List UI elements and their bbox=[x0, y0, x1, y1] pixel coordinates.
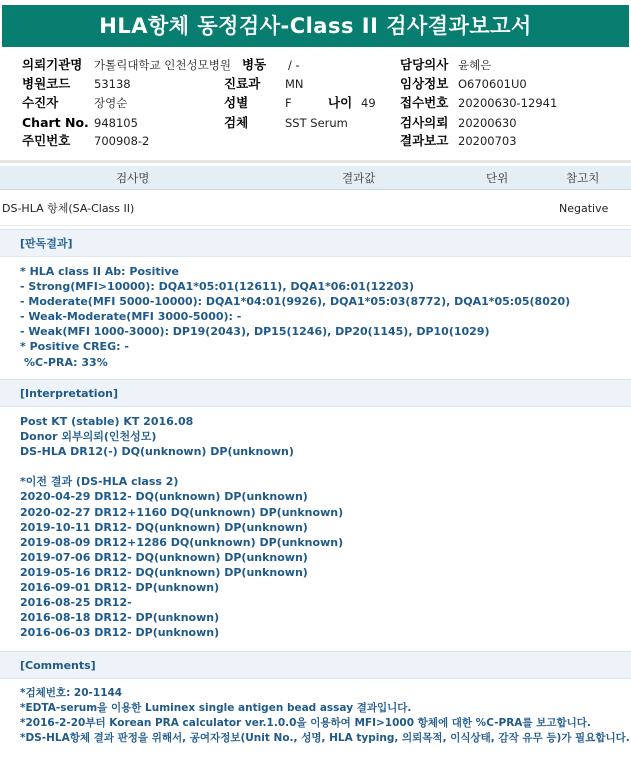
judgement-line: - Moderate(MFI 5000-10000): DQA1*04:01(9926), DQA1*05:03(8772), DQA1*05:05(8020) bbox=[20, 295, 571, 309]
history-line: 2020-02-27 DR12+1160 DQ(unknown) DP(unknown) bbox=[20, 505, 344, 519]
interpretation-section bbox=[0, 379, 631, 649]
report-title: HLA항체 동정검사-Class II 검사결과보고서 bbox=[2, 5, 629, 47]
value-resident-number: 700908-2 bbox=[94, 134, 150, 148]
judgement-line: - Weak-Moderate(MFI 3000-5000): - bbox=[20, 310, 242, 324]
info-row bbox=[0, 57, 631, 73]
info-row bbox=[0, 133, 631, 149]
value-request-date: 20200630 bbox=[458, 116, 517, 130]
value-hospital-code: 53138 bbox=[94, 77, 131, 91]
label-hospital-code: 병원코드 bbox=[22, 76, 71, 91]
history-line: 2019-08-09 DR12+1286 DQ(unknown) DP(unknown) bbox=[20, 535, 344, 549]
label-doctor: 담당의사 bbox=[400, 57, 449, 72]
history-line: 2016-08-18 DR12- DP(unknown) bbox=[20, 611, 220, 625]
value-requesting-institution: 가톨릭대학교 인천성모병원 bbox=[94, 58, 231, 72]
value-ward: / - bbox=[288, 58, 300, 72]
interpretation-heading: [Interpretation] bbox=[0, 379, 631, 407]
table-row bbox=[0, 192, 631, 226]
label-request-date: 검사의뢰 bbox=[400, 115, 449, 130]
value-report-date: 20200703 bbox=[458, 134, 517, 148]
spacer bbox=[20, 459, 343, 474]
interpretation-line: Post KT (stable) KT 2016.08 bbox=[20, 415, 194, 428]
label-department: 진료과 bbox=[224, 76, 261, 91]
judgement-heading: [판독결과] bbox=[0, 229, 631, 257]
value-department: MN bbox=[285, 77, 304, 91]
history-line: 2016-06-03 DR12- DP(unknown) bbox=[20, 626, 220, 640]
label-sex: 성별 bbox=[224, 95, 249, 110]
judgement-section bbox=[0, 229, 631, 377]
column-header-test-name: 검사명 bbox=[116, 171, 150, 185]
label-chart-number: Chart No. bbox=[22, 115, 89, 130]
cell-reference: Negative bbox=[559, 202, 609, 215]
patient-info-block bbox=[0, 57, 631, 157]
value-chart-number: 948105 bbox=[94, 116, 138, 130]
judgement-line: * Positive CREG: - bbox=[20, 340, 129, 354]
interpretation-line: Donor 외부의뢰(인천성모) bbox=[20, 430, 157, 444]
info-row bbox=[0, 76, 631, 92]
value-receipt-number: 20200630-12941 bbox=[458, 96, 558, 110]
divider bbox=[0, 160, 631, 163]
judgement-body bbox=[20, 264, 570, 370]
info-row bbox=[0, 95, 631, 111]
judgement-line: - Strong(MFI>10000): DQA1*05:01(12611), DQA1*06:01(12203) bbox=[20, 280, 415, 294]
results-table-header bbox=[0, 166, 631, 190]
history-line: 2016-09-01 DR12- DP(unknown) bbox=[20, 581, 220, 595]
label-clinical-info: 임상정보 bbox=[400, 76, 449, 91]
label-report-date: 결과보고 bbox=[400, 133, 449, 148]
comment-line: *DS-HLA항체 결과 판정을 위해서, 공여자정보(Unit No., 성명, HLA typing, 의뢰목적, 이식상태, 감작 유무 등)가 필요합니다. bbox=[20, 732, 630, 745]
value-patient: 장영순 bbox=[94, 96, 128, 110]
label-patient: 수진자 bbox=[22, 95, 59, 110]
label-specimen: 검체 bbox=[224, 115, 249, 130]
comment-line: *2016-2-20부터 Korean PRA calculator ver.1.0.0을 이용하여 MFI>1000 항체에 대한 %C-PRA를 보고합니다. bbox=[20, 717, 591, 730]
judgement-line: - Weak(MFI 1000-3000): DP19(2043), DP15(1246), DP20(1145), DP10(1029) bbox=[20, 325, 490, 339]
value-clinical-info: O670601U0 bbox=[458, 77, 527, 91]
label-ward: 병동 bbox=[242, 57, 267, 72]
history-line: 2019-05-16 DR12- DQ(unknown) DP(unknown) bbox=[20, 565, 308, 579]
history-line: 2020-04-29 DR12- DQ(unknown) DP(unknown) bbox=[20, 490, 308, 504]
comment-line: *검체번호: 20-1144 bbox=[20, 687, 123, 699]
label-resident-number: 주민번호 bbox=[22, 133, 71, 148]
column-header-reference: 참고치 bbox=[566, 171, 600, 185]
judgement-line: %C-PRA: 33% bbox=[24, 355, 108, 369]
label-requesting-institution: 의뢰기관명 bbox=[22, 57, 83, 72]
label-receipt-number: 접수번호 bbox=[400, 95, 449, 110]
cell-test-name: DS-HLA 항체(SA-Class II) bbox=[2, 202, 135, 215]
history-line: 2019-07-06 DR12- DQ(unknown) DP(unknown) bbox=[20, 550, 308, 564]
history-line: 2016-08-25 DR12- bbox=[20, 596, 132, 610]
interpretation-body bbox=[20, 414, 343, 640]
judgement-line: * HLA class II Ab: Positive bbox=[20, 265, 180, 278]
history-line: 2019-10-11 DR12- DQ(unknown) DP(unknown) bbox=[20, 520, 308, 534]
value-specimen: SST Serum bbox=[285, 116, 348, 130]
column-header-result: 결과값 bbox=[342, 171, 376, 185]
value-age: 49 bbox=[361, 96, 376, 110]
value-doctor: 윤혜은 bbox=[458, 58, 492, 72]
comments-body bbox=[20, 686, 630, 746]
comment-line: *EDTA-serum을 이용한 Luminex single antigen bead assay 결과입니다. bbox=[20, 702, 412, 715]
info-row bbox=[0, 115, 631, 131]
interpretation-line: DS-HLA DR12(-) DQ(unknown) DP(unknown) bbox=[20, 445, 294, 459]
label-age: 나이 bbox=[328, 95, 353, 110]
comments-section bbox=[0, 651, 631, 757]
comments-heading: [Comments] bbox=[0, 651, 631, 679]
history-line: *이전 결과 (DS-HLA class 2) bbox=[20, 475, 179, 489]
column-header-unit: 단위 bbox=[486, 171, 509, 185]
value-sex: F bbox=[285, 96, 292, 110]
